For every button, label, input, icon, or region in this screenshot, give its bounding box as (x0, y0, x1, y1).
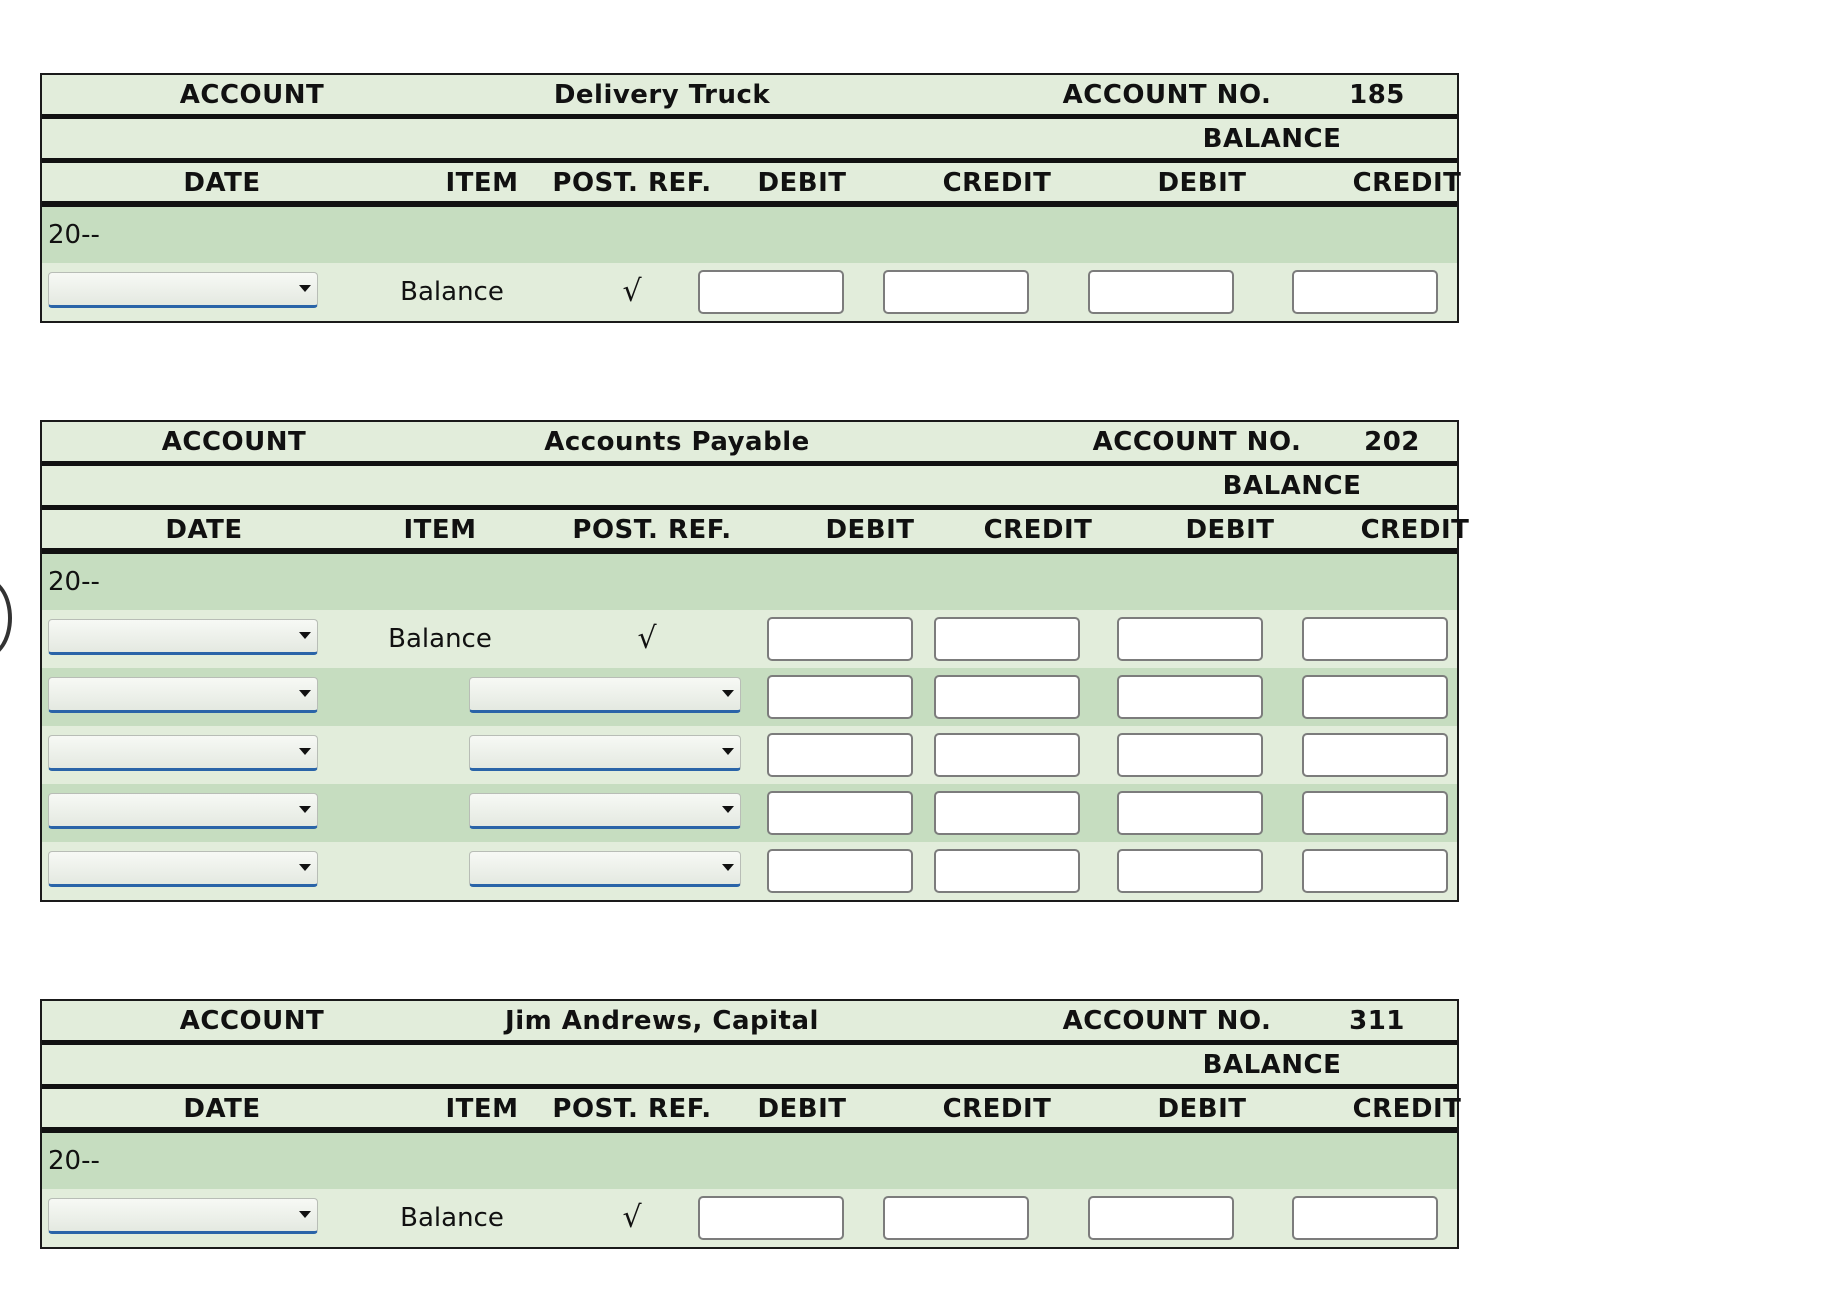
col-item: ITEM (445, 1094, 519, 1124)
credit-input[interactable] (934, 791, 1080, 835)
col-post-ref: POST. REF. (572, 515, 732, 545)
balance-credit-input[interactable] (1302, 675, 1448, 719)
balance-credit-input[interactable] (1292, 270, 1438, 314)
post-ref-select[interactable] (469, 735, 741, 771)
col-balance-credit: CREDIT (1352, 1094, 1462, 1124)
credit-input[interactable] (883, 270, 1029, 314)
balance-header-row (42, 119, 1457, 163)
ledger-row (42, 263, 1457, 321)
date-select[interactable] (48, 851, 318, 887)
account-name: Delivery Truck (553, 80, 771, 110)
col-item: ITEM (445, 168, 519, 198)
post-ref-select[interactable] (469, 677, 741, 713)
ledger-jim-andrews-capital (40, 999, 1462, 1249)
post-ref-check: √ (622, 1200, 642, 1235)
credit-input[interactable] (934, 849, 1080, 893)
balance-credit-input[interactable] (1302, 617, 1448, 661)
ledger-row (42, 726, 1457, 784)
account-name: Accounts Payable (544, 427, 810, 457)
post-ref-select[interactable] (469, 851, 741, 887)
balance-label: BALANCE (1202, 1050, 1342, 1080)
chevron-down-icon (722, 748, 734, 755)
chevron-down-icon (299, 864, 311, 871)
balance-debit-input[interactable] (1117, 617, 1263, 661)
balance-credit-input[interactable] (1302, 849, 1448, 893)
balance-debit-input[interactable] (1117, 675, 1263, 719)
date-select[interactable] (48, 793, 318, 829)
balance-header-row (42, 1045, 1457, 1089)
partial-circle-icon (0, 578, 12, 658)
ledger-title-row (42, 422, 1457, 466)
credit-input[interactable] (883, 1196, 1029, 1240)
balance-debit-input[interactable] (1117, 733, 1263, 777)
chevron-down-icon (299, 1211, 311, 1218)
item-text: Balance (400, 1203, 504, 1233)
account-no-label: ACCOUNT NO. (1092, 427, 1302, 457)
col-balance-credit: CREDIT (1360, 515, 1470, 545)
post-ref-check: √ (637, 621, 657, 656)
debit-input[interactable] (767, 733, 913, 777)
credit-input[interactable] (934, 617, 1080, 661)
ledger-delivery-truck (40, 73, 1462, 323)
debit-input[interactable] (767, 675, 913, 719)
debit-input[interactable] (767, 849, 913, 893)
ledger-row (42, 842, 1457, 900)
chevron-down-icon (299, 748, 311, 755)
post-ref-check: √ (622, 274, 642, 309)
col-debit: DEBIT (757, 168, 847, 198)
balance-label: BALANCE (1222, 471, 1362, 501)
date-select[interactable] (48, 735, 318, 771)
chevron-down-icon (722, 806, 734, 813)
col-date: DATE (183, 1094, 261, 1124)
ledger-row (42, 668, 1457, 726)
col-post-ref: POST. REF. (552, 168, 712, 198)
account-no-label: ACCOUNT NO. (1062, 80, 1272, 110)
balance-credit-input[interactable] (1302, 791, 1448, 835)
chevron-down-icon (299, 632, 311, 639)
col-credit: CREDIT (942, 1094, 1052, 1124)
ledger-row (42, 610, 1457, 668)
balance-header-row (42, 466, 1457, 510)
year-row (42, 1133, 1457, 1189)
account-label: ACCOUNT (179, 1006, 325, 1036)
debit-input[interactable] (767, 791, 913, 835)
ledger-accounts-payable (40, 420, 1470, 902)
col-debit: DEBIT (825, 515, 915, 545)
chevron-down-icon (299, 285, 311, 292)
col-date: DATE (183, 168, 261, 198)
col-item: ITEM (403, 515, 477, 545)
item-text: Balance (388, 624, 492, 654)
debit-input[interactable] (698, 270, 844, 314)
credit-input[interactable] (934, 733, 1080, 777)
date-select[interactable] (48, 1198, 318, 1234)
column-header-row (42, 510, 1470, 554)
col-balance-debit: DEBIT (1185, 515, 1275, 545)
col-balance-debit: DEBIT (1157, 1094, 1247, 1124)
chevron-down-icon (299, 806, 311, 813)
account-no: 311 (1349, 1006, 1405, 1036)
chevron-down-icon (299, 690, 311, 697)
year-label: 20-- (48, 220, 100, 250)
balance-label: BALANCE (1202, 124, 1342, 154)
col-balance-credit: CREDIT (1352, 168, 1462, 198)
credit-input[interactable] (934, 675, 1080, 719)
col-credit: CREDIT (983, 515, 1093, 545)
account-no: 185 (1349, 80, 1405, 110)
account-label: ACCOUNT (161, 427, 307, 457)
year-label: 20-- (48, 1146, 100, 1176)
chevron-down-icon (722, 690, 734, 697)
col-date: DATE (165, 515, 243, 545)
date-select[interactable] (48, 619, 318, 655)
balance-debit-input[interactable] (1117, 849, 1263, 893)
item-text: Balance (400, 277, 504, 307)
date-select[interactable] (48, 272, 318, 308)
account-name: Jim Andrews, Capital (505, 1006, 819, 1036)
debit-input[interactable] (698, 1196, 844, 1240)
account-label: ACCOUNT (179, 80, 325, 110)
col-post-ref: POST. REF. (552, 1094, 712, 1124)
column-header-row (42, 1089, 1462, 1133)
year-row (42, 554, 1457, 610)
ledger-row (42, 784, 1457, 842)
balance-debit-input[interactable] (1088, 1196, 1234, 1240)
balance-debit-input[interactable] (1088, 270, 1234, 314)
chevron-down-icon (722, 864, 734, 871)
col-credit: CREDIT (942, 168, 1052, 198)
balance-credit-input[interactable] (1302, 733, 1448, 777)
ledger-title-row (42, 75, 1457, 119)
debit-input[interactable] (767, 617, 913, 661)
balance-credit-input[interactable] (1292, 1196, 1438, 1240)
col-debit: DEBIT (757, 1094, 847, 1124)
account-no: 202 (1364, 427, 1420, 457)
ledger-row (42, 1189, 1457, 1247)
year-label: 20-- (48, 567, 100, 597)
ledger-title-row (42, 1001, 1457, 1045)
account-no-label: ACCOUNT NO. (1062, 1006, 1272, 1036)
date-select[interactable] (48, 677, 318, 713)
col-balance-debit: DEBIT (1157, 168, 1247, 198)
post-ref-select[interactable] (469, 793, 741, 829)
column-header-row (42, 163, 1462, 207)
balance-debit-input[interactable] (1117, 791, 1263, 835)
year-row (42, 207, 1457, 263)
